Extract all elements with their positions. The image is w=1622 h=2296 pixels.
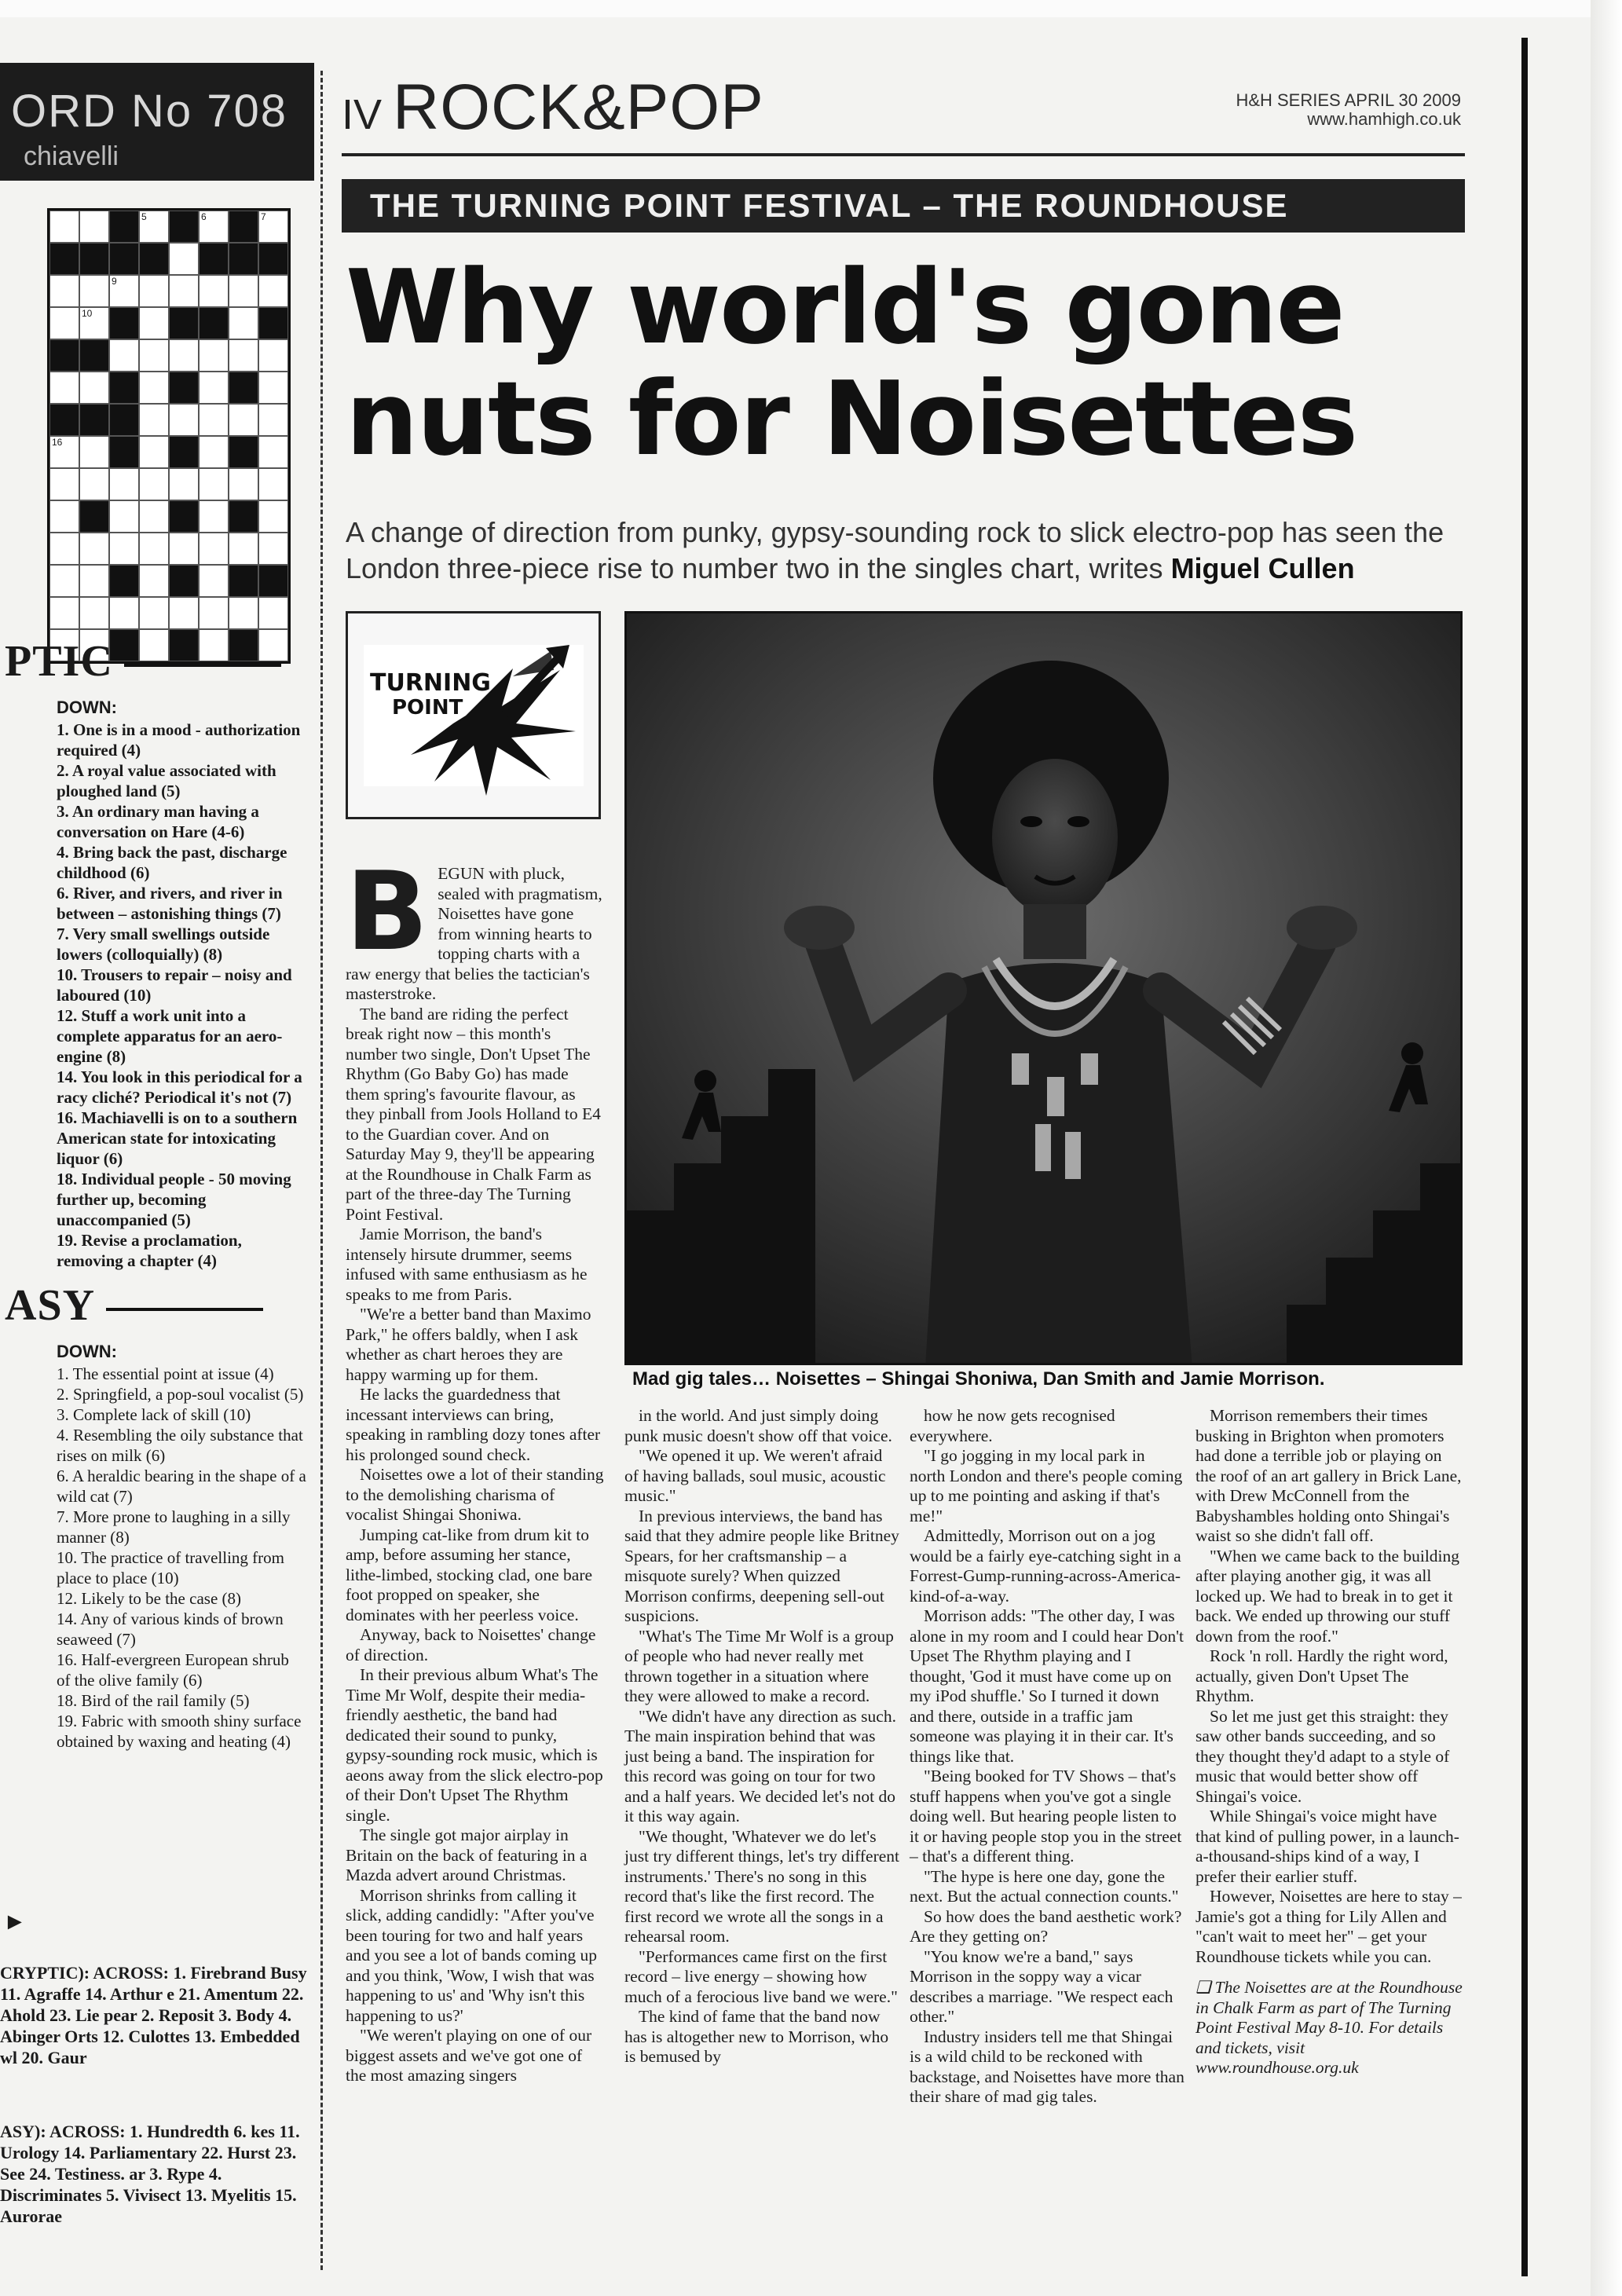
article-paragraph: Industry insiders tell me that Shingai is a wild child to be reckoned with backstage, and Noisettes have more than their share of mad gig tales.	[910, 2027, 1184, 2106]
puzzle-column	[0, 31, 314, 2286]
clue-item: 2. A royal value associated with ploughed land (5)	[57, 761, 276, 800]
clue-item: 7. Very small swellings outside lowers (colloquially) (8)	[57, 925, 270, 964]
arrow-marker-icon: ►	[3, 1909, 27, 1935]
grid-white-cell	[229, 468, 258, 500]
grid-black-cell	[258, 565, 288, 597]
grid-white-cell	[49, 533, 79, 565]
article-paragraph: Anyway, back to Noisettes' change of direction.	[346, 1625, 596, 1664]
clue-item: 18. Individual people - 50 moving further up, becoming unaccompanied (5)	[57, 1170, 291, 1229]
grid-white-cell	[258, 468, 288, 500]
scan-edge-top	[0, 0, 1622, 17]
grid-white-cell	[169, 275, 199, 307]
page-roman-number: IV	[342, 91, 383, 138]
crossword-grid	[47, 208, 291, 664]
grid-white-cell	[109, 597, 139, 629]
grid-black-cell	[229, 243, 258, 275]
edition-date: H&H SERIES APRIL 30 2009	[1236, 90, 1461, 110]
grid-white-cell	[79, 468, 109, 500]
article-paragraph: Admittedly, Morrison out on a jog would be a fairly eye-catching sight in a Forrest-Gump-running-across-America-kind-of-a-way.	[910, 1526, 1181, 1606]
article-paragraph: Morrison shrinks from calling it slick, adding candidly: "After you've been touring for two and half years and you see a lot of bands coming up and you think, 'Wow, I wish that was happening to us' and 'Why isn't this happening to us?'	[346, 1885, 598, 2025]
grid-black-cell	[229, 372, 258, 404]
band-photo	[624, 611, 1463, 1365]
article-column-4	[1195, 1406, 1463, 2078]
grid-clue-number: 7	[261, 211, 266, 222]
grid-clue-number: 9	[112, 276, 117, 287]
clue-item: 12. Stuff a work unit into a complete apparatus for an aero-engine (8)	[57, 1006, 283, 1066]
grid-white-cell	[139, 468, 169, 500]
grid-white-cell	[109, 533, 139, 565]
article-paragraph: Morrison remembers their times busking in Brighton when promoters had done a terrible job or playing on the roof of an art gallery in Brick Lane, with Drew McConnell from the Babyshambles holding onto Shingai's waist so she didn't fall off.	[1195, 1406, 1462, 1545]
grid-white-cell	[229, 339, 258, 372]
article-paragraph: how he now gets recognised everywhere.	[910, 1406, 1115, 1445]
grid-white-cell	[258, 436, 288, 468]
logo-text-point: POINT	[392, 696, 463, 720]
grid-white-cell	[49, 597, 79, 629]
grid-white-cell	[79, 436, 109, 468]
column-3-paragraphs	[910, 1406, 1184, 2107]
grid-white-cell	[258, 372, 288, 404]
article-paragraph: The band are riding the perfect break right now – this month's number two single, Don't Upset The Rhythm (Go Baby Go) has made them spring's favourite flavour, as they pinball from Jools Holland to E4 to the Guardian cover. And on Saturday May 9, they'll be appearing at the Roundhouse in Chalk Farm as part of the three-day The Turning Point Festival.	[346, 1004, 601, 1224]
grid-black-cell	[109, 211, 139, 243]
grid-white-cell	[169, 404, 199, 436]
grid-white-cell	[49, 307, 79, 339]
article-paragraph: He lacks the guardedness that incessant interviews can bring, speaking in rambling dozy tones after his prolonged sound check.	[346, 1385, 601, 1464]
grid-black-cell	[169, 372, 199, 404]
grid-white-cell	[258, 275, 288, 307]
grid-white-cell	[199, 533, 229, 565]
grid-black-cell	[229, 436, 258, 468]
clue-item: 4. Resembling the oily substance that rises on milk (6)	[57, 1426, 303, 1465]
grid-white-cell	[169, 468, 199, 500]
grid-white-cell	[79, 275, 109, 307]
article-paragraph: "We weren't playing on one of our biggest assets and we've got one of the most amazing singers	[346, 2026, 592, 2085]
article-paragraph: "The hype is here one day, gone the next. But the actual connection counts."	[910, 1866, 1179, 1906]
grid-white-cell	[169, 597, 199, 629]
grid-white-cell	[79, 307, 109, 339]
column-dashed-divider	[320, 71, 323, 2270]
grid-white-cell	[258, 597, 288, 629]
headline-line-2: nuts for Noisettes	[346, 359, 1357, 478]
grid-white-cell	[49, 436, 79, 468]
grid-white-cell	[49, 500, 79, 533]
grid-white-cell	[139, 275, 169, 307]
grid-white-cell	[199, 468, 229, 500]
grid-black-cell	[49, 339, 79, 372]
grid-white-cell	[229, 597, 258, 629]
clue-item: 19. Fabric with smooth shiny surface obtained by waxing and heating (4)	[57, 1712, 302, 1751]
article-paragraph: "Performances came first on the first record – live energy – showing how much of a ferocious live band we were."	[624, 1946, 898, 2006]
grid-white-cell	[139, 565, 169, 597]
grid-black-cell	[79, 339, 109, 372]
standfirst	[346, 514, 1469, 587]
grid-white-cell	[258, 500, 288, 533]
clue-item: 3. An ordinary man having a conversation on Hare (4-6)	[57, 802, 259, 841]
headline	[346, 247, 1469, 478]
cryptic-section-title	[5, 636, 281, 687]
clue-item: 4. Bring back the past, discharge childhood (6)	[57, 843, 287, 882]
grid-white-cell	[169, 339, 199, 372]
clue-item: 14. Any of various kinds of brown seaweed (7)	[57, 1609, 284, 1649]
crossword-number: ORD No 708	[11, 86, 288, 137]
easy-solutions: ASY): ACROSS: 1. Hundredth 6. kes 11. Urology 14. Parliamentary 22. Hurst 23. See 24. Testiness. ar 3. Rype 4. Discriminates 5. Vivisect 13. Myelitis 15. Aurorae	[0, 2122, 300, 2226]
grid-black-cell	[109, 243, 139, 275]
grid-black-cell	[109, 404, 139, 436]
article-paragraph: The single got major airplay in Britain on the back of featuring in a Mazda advert around Christmas.	[346, 1825, 588, 1884]
article-paragraph: "When we came back to the building after playing another gig, it was all locked up. We had to break in to get it back. We ended up throwing our stuff down from the roof."	[1195, 1546, 1460, 1646]
grid-white-cell	[199, 436, 229, 468]
grid-white-cell	[79, 372, 109, 404]
grid-white-cell	[258, 404, 288, 436]
clue-item: 18. Bird of the rail family (5)	[57, 1691, 250, 1710]
grid-white-cell	[49, 275, 79, 307]
article-paragraph: "I go jogging in my local park in north London and there's people coming up to me pointing and asking if that's me!"	[910, 1446, 1183, 1525]
section-name: ROCK&POP	[393, 71, 764, 143]
grid-black-cell	[109, 307, 139, 339]
grid-black-cell	[169, 565, 199, 597]
scan-edge-right	[1591, 0, 1622, 2296]
grid-white-cell	[258, 339, 288, 372]
drop-cap: B	[346, 848, 429, 975]
grid-white-cell	[139, 372, 169, 404]
grid-white-cell	[139, 307, 169, 339]
grid-white-cell	[49, 211, 79, 243]
article-paragraph: in the world. And just simply doing punk music doesn't show off that voice.	[624, 1406, 892, 1445]
headline-line-1: Why world's gone	[346, 247, 1344, 367]
clue-item: 12. Likely to be the case (8)	[57, 1589, 241, 1608]
article-column-2	[624, 1406, 899, 2067]
festival-banner: THE TURNING POINT FESTIVAL – THE ROUNDHOUSE	[342, 179, 1465, 233]
grid-black-cell	[169, 500, 199, 533]
grid-white-cell	[139, 597, 169, 629]
grid-black-cell	[79, 500, 109, 533]
grid-white-cell	[139, 500, 169, 533]
grid-black-cell	[169, 211, 199, 243]
grid-black-cell	[169, 436, 199, 468]
grid-black-cell	[258, 243, 288, 275]
grid-black-cell	[109, 565, 139, 597]
turning-point-logo-graphic	[348, 613, 599, 818]
logo-text-turning: TURNING	[370, 669, 491, 697]
grid-black-cell	[49, 404, 79, 436]
clue-item: 3. Complete lack of skill (10)	[57, 1405, 251, 1424]
grid-black-cell	[109, 372, 139, 404]
grid-black-cell	[169, 307, 199, 339]
grid-black-cell	[109, 436, 139, 468]
scan-binding-bar	[1521, 38, 1528, 2276]
grid-clue-number: 16	[52, 437, 63, 448]
grid-white-cell	[229, 275, 258, 307]
grid-white-cell	[199, 339, 229, 372]
grid-clue-number: 10	[82, 308, 93, 319]
article-paragraph: However, Noisettes are here to stay – Jamie's got a thing for Lily Allen and "can't wait to meet her" – get your Roundhouse tickets while you can.	[1195, 1887, 1462, 1966]
easy-down-label: DOWN:	[57, 1342, 117, 1361]
grid-white-cell	[139, 404, 169, 436]
article-paragraph: "We opened it up. We weren't afraid of having ballads, soul music, acoustic music."	[624, 1446, 886, 1505]
event-note: ❑ The Noisettes are at the Roundhouse in Chalk Farm as part of The Turning Point Festival May 8-10. For details and tickets, visit www.roundhouse.org.uk	[1195, 1978, 1463, 2077]
grid-white-cell	[199, 275, 229, 307]
grid-white-cell	[229, 404, 258, 436]
grid-white-cell	[199, 404, 229, 436]
grid-white-cell	[109, 468, 139, 500]
easy-section-title	[5, 1280, 263, 1331]
grid-white-cell	[229, 533, 258, 565]
lead-paragraph	[346, 848, 605, 1005]
column-2-paragraphs	[624, 1406, 899, 2067]
clue-item: 6. A heraldic bearing in the shape of a wild cat (7)	[57, 1467, 306, 1506]
crossword-header	[0, 63, 314, 181]
grid-black-cell	[229, 500, 258, 533]
grid-black-cell	[139, 243, 169, 275]
grid-white-cell	[49, 565, 79, 597]
clue-item: 14. You look in this periodical for a racy cliché? Periodical it's not (7)	[57, 1067, 302, 1107]
article-paragraph: So let me just get this straight: they saw other bands succeeding, and so they thought they'd adapt to a style of music that would better show off Shingai's voice.	[1195, 1706, 1450, 1806]
article-paragraph: "We didn't have any direction as such. The main inspiration behind that was just being a band. The inspiration for this record was going on tour for two and a half years. We decided let's not do it this way again.	[624, 1706, 896, 1825]
byline: Miguel Cullen	[1170, 552, 1355, 584]
grid-white-cell	[199, 372, 229, 404]
grid-white-cell	[139, 436, 169, 468]
article-column-3	[910, 1406, 1184, 2107]
grid-white-cell	[199, 500, 229, 533]
title-rule	[106, 1308, 263, 1311]
grid-white-cell	[258, 533, 288, 565]
grid-white-cell	[79, 597, 109, 629]
clue-item: 19. Revise a proclamation, removing a chapter (4)	[57, 1231, 242, 1270]
article-column-1	[346, 848, 605, 2086]
grid-white-cell	[109, 339, 139, 372]
clue-item: 10. Trousers to repair – noisy and laboured (10)	[57, 965, 292, 1005]
grid-white-cell	[169, 243, 199, 275]
article-paragraph: While Shingai's voice might have that kind of pulling power, in a launch-a-thousand-ships kind of a way, I prefer their earlier stuff.	[1195, 1807, 1459, 1886]
easy-clue-list	[57, 1364, 306, 1752]
article-paragraph: So how does the band aesthetic work? Are they getting on?	[910, 1906, 1182, 1946]
grid-white-cell	[109, 275, 139, 307]
grid-white-cell	[199, 597, 229, 629]
festival-logo	[346, 611, 601, 819]
article-paragraph: In their previous album What's The Time Mr Wolf, despite their media-friendly aesthetic, the band had dedicated their sound to punky, gypsy-sounding rock music, which is aeons away from the slick electro-pop of their Don't Upset The Rhythm single.	[346, 1665, 603, 1825]
clue-item: 16. Machiavelli is on to a southern American state for intoxicating liquor (6)	[57, 1108, 298, 1168]
clue-item: 1. The essential point at issue (4)	[57, 1364, 274, 1383]
clue-item: 6. River, and rivers, and river in between – astonishing things (7)	[57, 884, 283, 923]
column-1-paragraphs	[346, 1005, 605, 2086]
grid-white-cell	[229, 307, 258, 339]
cryptic-solutions: CRYPTIC): ACROSS: 1. Firebrand Busy 11. Agraffe 14. Arthur e 21. Amentum 22. Ahold 23. Lie pear 2. Reposit 3. Body 4. Abinger Orts 12. Culottes 13. Embedded wl 20. Gaur	[0, 1963, 307, 2067]
article-paragraph: "You know we're a band," says Morrison in the soppy way a vicar describes a marriage. "We respect each other."	[910, 1946, 1173, 2026]
edition-info	[1210, 91, 1461, 129]
grid-clue-number: 6	[201, 211, 207, 222]
article-paragraph: Rock 'n roll. Hardly the right word, actually, given Don't Upset The Rhythm.	[1195, 1646, 1448, 1705]
grid-black-cell	[79, 404, 109, 436]
cryptic-clue-list	[57, 720, 306, 1271]
standfirst-text: A change of direction from punky, gypsy-sounding rock to slick electro-pop has seen the London three-piece rise to number two in the singles chart, writes	[346, 516, 1444, 584]
grid-white-cell	[139, 339, 169, 372]
clue-item: 16. Half-evergreen European shrub of the olive family (6)	[57, 1650, 289, 1690]
article-paragraph: "We're a better band than Maximo Park," he offers baldly, when I ask whether as chart heroes they are happy warming up for them.	[346, 1305, 591, 1384]
article-paragraph: The kind of fame that the band now has is altogether new to Morrison, who is bemused by	[624, 2007, 889, 2066]
grid-clue-number: 5	[141, 211, 147, 222]
grid-black-cell	[79, 243, 109, 275]
grid-white-cell	[49, 468, 79, 500]
article-paragraph: Noisettes owe a lot of their standing to the demolishing charisma of vocalist Shingai Shoniwa.	[346, 1465, 604, 1524]
section-label	[342, 71, 764, 145]
article-paragraph: Jamie Morrison, the band's intensely hirsute drummer, seems infused with same enthusiasm as he speaks to me from Paris.	[346, 1225, 588, 1304]
grid-white-cell	[79, 533, 109, 565]
article-paragraph: In previous interviews, the band has said that they admire people like Britney Spears, for her craftsmanship – a misquote surely? When quizzed Morrison confirms, deepening sell-out suspicions.	[624, 1506, 899, 1625]
crossword-setter: chiavelli	[24, 141, 119, 171]
grid-white-cell	[79, 211, 109, 243]
grid-black-cell	[199, 243, 229, 275]
masthead-rule	[342, 153, 1465, 156]
grid-black-cell	[229, 211, 258, 243]
grid-white-cell	[139, 211, 169, 243]
title-rule	[124, 664, 281, 667]
band-photo-illustration	[627, 613, 1463, 1365]
grid-black-cell	[199, 307, 229, 339]
grid-white-cell	[79, 565, 109, 597]
clue-item: 2. Springfield, a pop-soul vocalist (5)	[57, 1385, 304, 1404]
article-paragraph: "What's The Time Mr Wolf is a group of people who had never really met thrown together in a situation where they were allowed to make a record.	[624, 1626, 894, 1705]
grid-black-cell	[49, 243, 79, 275]
column-4-paragraphs	[1195, 1406, 1463, 1967]
clue-item: 1. One is in a mood - authorization required (4)	[57, 720, 301, 760]
grid-white-cell	[199, 211, 229, 243]
grid-white-cell	[109, 500, 139, 533]
grid-black-cell	[258, 307, 288, 339]
article-paragraph: "Being booked for TV Shows – that's stuff happens when you've got a single doing well. But hearing people listen to it or having people stop you in the street – that's a different thing.	[910, 1767, 1182, 1866]
article-paragraph: "We thought, 'Whatever we do let's just try different things, let's try different instruments.' There's no song in this record that's like the first record. The first record we wrote all the songs in a rehearsal room.	[624, 1826, 899, 1946]
lead-text: EGUN with pluck, sealed with pragmatism, Noisettes have gone from winning hearts to topping charts with a raw energy that belies the tactician's masterstroke.	[346, 864, 602, 1003]
cryptic-down-label: DOWN:	[57, 698, 117, 717]
grid-white-cell	[49, 372, 79, 404]
easy-title-text: ASY	[5, 1281, 96, 1330]
article-paragraph: Jumping cat-like from drum kit to amp, before assuming her stance, lithe-limbed, stocking clad, one bare foot propped on speaker, she dominates with her peerless voice.	[346, 1525, 593, 1624]
grid-white-cell	[139, 533, 169, 565]
edition-website: www.hamhigh.co.uk	[1307, 109, 1461, 129]
grid-white-cell	[258, 211, 288, 243]
cryptic-title-text: PTIC	[5, 637, 113, 686]
article-paragraph: Morrison adds: "The other day, I was alone in my room and I could hear Don't Upset The Rhythm playing and I thought, 'God it must have come up on my iPod shuffle.' So I turned it down and there, outside in a traffic jam someone was playing it in their car. It's things like that.	[910, 1606, 1184, 1766]
photo-caption: Mad gig tales… Noisettes – Shingai Shoniwa, Dan Smith and Jamie Morrison.	[632, 1368, 1325, 1390]
grid-white-cell	[169, 533, 199, 565]
grid-black-cell	[229, 565, 258, 597]
clue-item: 7. More prone to laughing in a silly manner (8)	[57, 1507, 291, 1547]
clue-item: 10. The practice of travelling from place to place (10)	[57, 1548, 285, 1587]
grid-white-cell	[199, 565, 229, 597]
